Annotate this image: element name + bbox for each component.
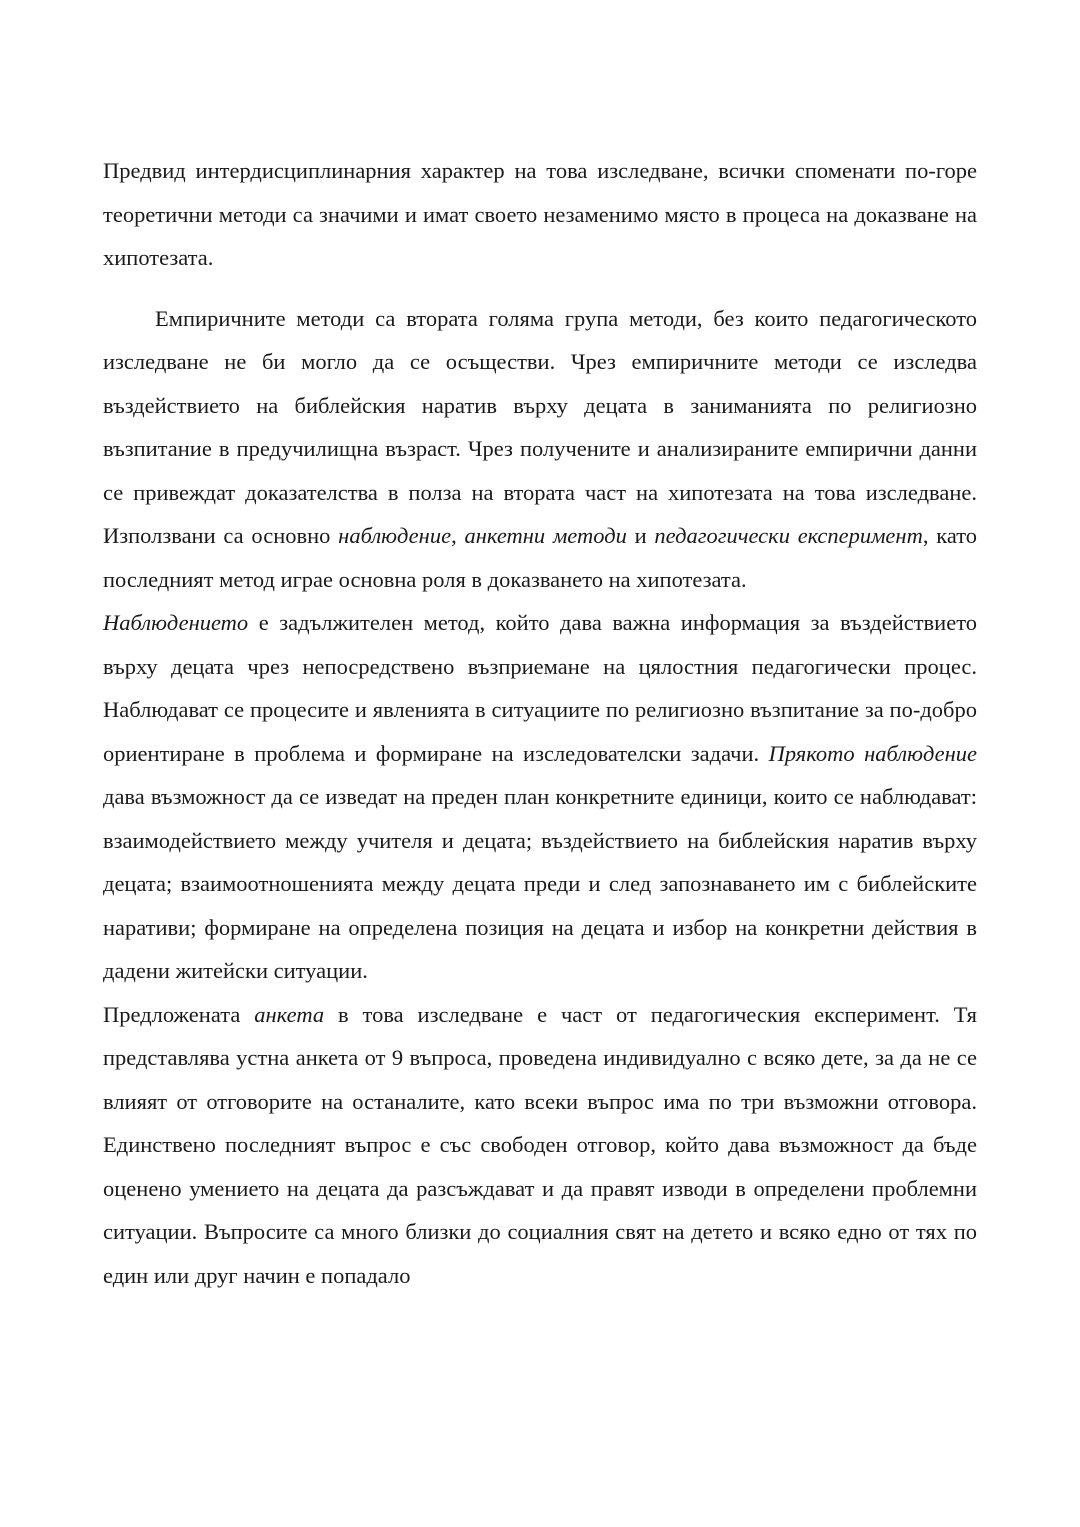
document-body xyxy=(103,149,977,1297)
paragraph-text: дава възможност да се изведат на преден план конкретните единици, които се наблюдават: взаимодействието между учителя и децата; въздействието на библейския наратив върху децата; взаимоотношенията между децата преди и след запознаването им с библейските наративи; формиране на определена позиция на децата и избор на конкретни действия в дадени житейски ситуации. xyxy=(103,784,977,983)
paragraph-text: Предвид интердисциплинарния характер на това изследване, всички споменати по-горе теоретични методи са значими и имат своето незаменимо място в процеса на доказване на хипотезата. xyxy=(103,158,977,270)
paragraph-text: и xyxy=(626,523,655,548)
emphasis-direct-observation: Прякото наблюдение xyxy=(768,740,977,766)
emphasis-survey-methods: анкетни методи xyxy=(464,523,627,548)
emphasis-survey: анкета xyxy=(254,1001,325,1027)
paragraph-text: е задължителен метод, който дава важна информация за въздействието върху децата чрез непосредствено възприемане на цялостния педагогически процес. Наблюдават се процесите и явленията в ситуациите по религиозно възпитание за по-добро ориентиране в проблема и формиране на изследователски задачи. xyxy=(103,610,977,766)
paragraph-observation xyxy=(103,601,977,993)
paragraph-text: в това изследване е част от педагогическия експеримент. Тя представлява устна анкета от 9 въпроса, проведена индивидуално с всяко дете, за да не се влияят от отговорите на останалите, като всеки въпрос има по три възможни отговора. Единствено последният въпрос е със свободен отговор, който дава възможност да бъде оценено умението на децата да разсъждават и да правят изводи в определени проблемни ситуации. Въпросите са много близки до социалния свят на детето и всяко едно от тях по един или друг начин е попадало xyxy=(103,1001,977,1288)
paragraph-theoretical-methods xyxy=(103,149,977,280)
paragraph-empirical-methods xyxy=(103,297,977,602)
emphasis-observation-term: Наблюдението xyxy=(103,610,249,635)
paragraph-survey xyxy=(103,993,977,1298)
emphasis-observation: наблюдение xyxy=(338,523,452,548)
emphasis-pedagogical-experiment: педагогически експеримент xyxy=(654,523,923,548)
paragraph-text: , като последният метод играе основна роля в доказването на хипотезата. xyxy=(103,523,978,592)
paragraph-text: Емпиричните методи са втората голяма група методи, без които педагогическото изследване не би могло да се осъществи. Чрез емпиричните методи се изследва въздействието на библейския наратив върху децата в заниманията по религиозно възпитание в предучилищна възраст. Чрез получените и анализираните емпирични данни се привеждат доказателства в полза на втората част на хипотезата на това изследване. Използвани са основно xyxy=(103,305,977,548)
paragraph-text: , xyxy=(451,523,465,548)
paragraph-text: Предложената xyxy=(103,1001,255,1027)
